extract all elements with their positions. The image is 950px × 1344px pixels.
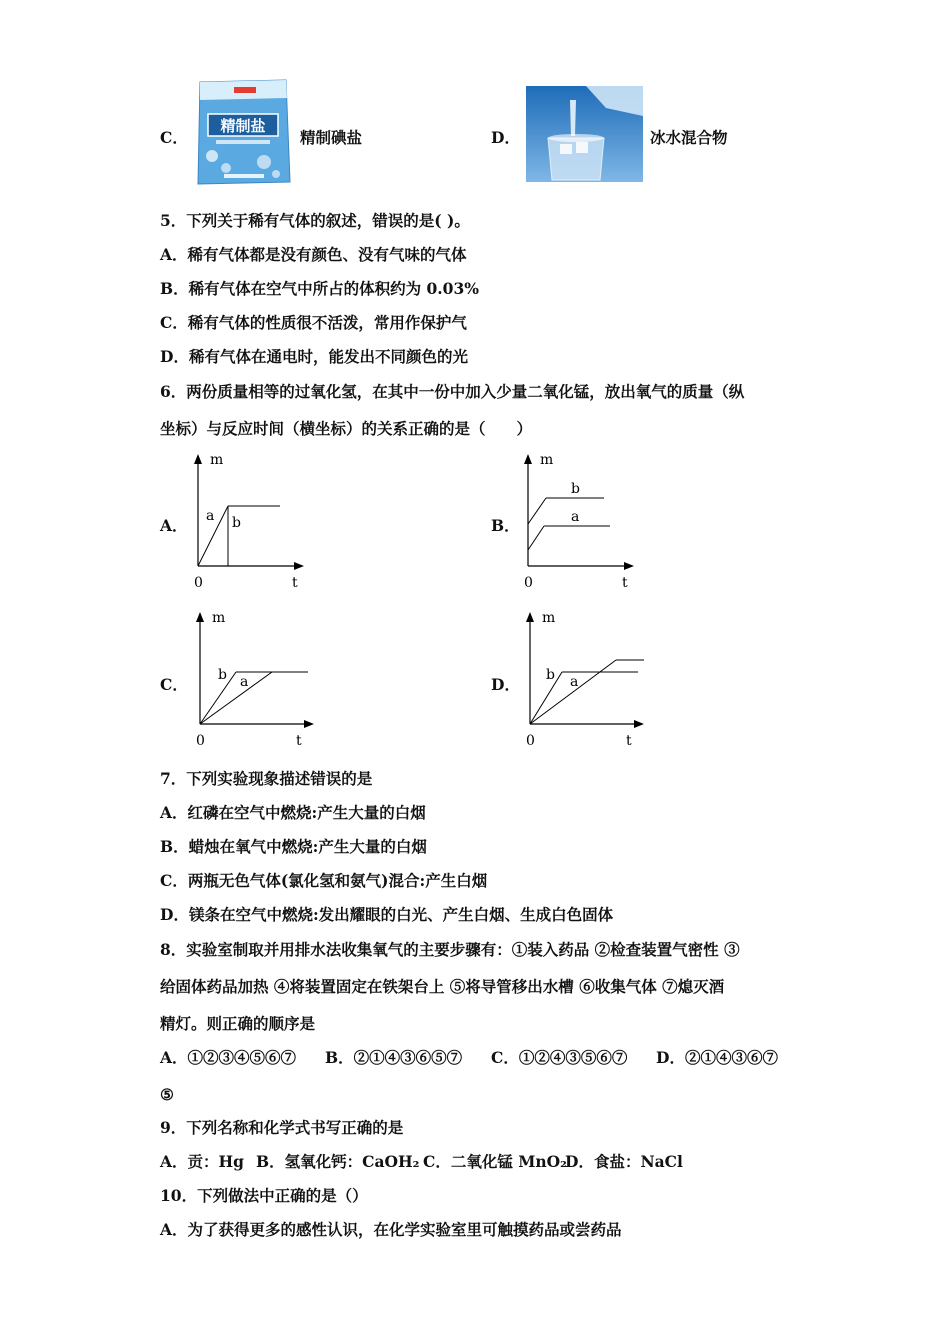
q9-option-c: C．二氧化锰 MnO₂ [423,1152,567,1171]
q6-c-curve-b: b [218,667,227,683]
q6-c-axis-y: m [212,610,226,626]
q6-graph-d [512,606,652,752]
q6-d-curve-b: b [546,667,555,683]
q5-stem: 5．下列关于稀有气体的叙述，错误的是( )。 [160,211,470,230]
q6-a-curve-b: b [232,515,241,531]
salt-package-image [194,78,292,186]
q6-a-axis-y: m [210,452,224,468]
q6-graph-a [180,448,310,594]
q8-option-d-continued: ⑤ [160,1085,174,1104]
q8-stem-line2: 给固体药品加热 ④将装置固定在铁架台上 ⑤将导管移出水槽 ⑥收集气体 ⑦熄灭酒 [160,977,725,996]
q5-option-b: B．稀有气体在空气中所占的体积约为 0.03% [160,279,479,298]
q5-option-a: A．稀有气体都是没有颜色、没有气味的气体 [160,245,467,264]
q6-b-axis-x: t [622,575,628,591]
q6-stem-line2: 坐标）与反应时间（横坐标）的关系正确的是（ ） [160,419,533,438]
q4-option-c-label: C． [160,128,188,147]
q8-option-a: A．①②③④⑤⑥⑦ [160,1048,297,1067]
q8-stem-line3: 精灯。则正确的顺序是 [160,1014,316,1033]
q6-option-d-label: D． [491,675,520,694]
q8-option-d: D．②①④③⑥⑦ [656,1048,778,1067]
q5-option-d: D．稀有气体在通电时，能发出不同颜色的光 [160,347,468,366]
q6-stem-line1: 6．两份质量相等的过氧化氢，在其中一份中加入少量二氧化锰，放出氧气的质量（纵 [160,382,745,401]
q7-stem: 7．下列实验现象描述错误的是 [160,769,373,788]
q6-option-b-label: B． [491,516,520,535]
q6-b-curve-a: a [571,509,580,525]
q6-c-axis-x: t [296,733,302,749]
q10-option-a: A．为了获得更多的感性认识，在化学实验室里可触摸药品或尝药品 [160,1220,622,1239]
q6-d-axis-x: t [626,733,632,749]
q4-option-c-caption: 精制碘盐 [300,128,363,147]
q9-option-b: B．氢氧化钙：CaOH₂ [256,1152,420,1171]
q6-d-axis-y: m [542,610,556,626]
q7-option-c: C．两瓶无色气体(氯化氢和氨气)混合:产生白烟 [160,871,488,890]
q10-stem: 10．下列做法中正确的是（） [160,1186,368,1205]
q6-option-a-label: A． [160,516,188,535]
q6-b-origin: 0 [524,575,533,591]
q6-b-axis-y: m [540,452,554,468]
ice-water-image [526,86,643,182]
q9-option-d: D．食盐：NaCl [565,1152,683,1171]
q9-stem: 9．下列名称和化学式书写正确的是 [160,1118,404,1137]
q7-option-a: A．红磷在空气中燃烧:产生大量的白烟 [160,803,426,822]
q8-stem-line1: 8．实验室制取并用排水法收集氧气的主要步骤有：①装入药品 ②检查装置气密性 ③ [160,940,740,959]
q6-c-curve-a: a [240,674,249,690]
q4-option-d-caption: 冰水混合物 [650,128,728,147]
salt-package-text: 精制盐 [220,117,266,135]
q6-b-curve-b: b [571,481,580,497]
q8-option-c: C．①②④③⑤⑥⑦ [491,1048,628,1067]
q6-graph-b [510,448,640,594]
q5-option-c: C．稀有气体的性质很不活泼，常用作保护气 [160,313,467,332]
q6-d-origin: 0 [526,733,535,749]
q6-a-origin: 0 [194,575,203,591]
q4-option-d-label: D． [491,128,520,147]
q7-option-b: B．蜡烛在氧气中燃烧:产生大量的白烟 [160,837,427,856]
q6-c-origin: 0 [196,733,205,749]
q6-a-axis-x: t [292,575,298,591]
q7-option-d: D．镁条在空气中燃烧:发出耀眼的白光、产生白烟、生成白色固体 [160,905,614,924]
q6-option-c-label: C． [160,675,188,694]
q8-option-b: B．②①④③⑥⑤⑦ [325,1048,463,1067]
q9-option-a: A．贡：Hg [160,1152,245,1171]
q6-graph-c [182,606,322,752]
q6-a-curve-a: a [206,508,215,524]
q6-d-curve-a: a [570,674,579,690]
